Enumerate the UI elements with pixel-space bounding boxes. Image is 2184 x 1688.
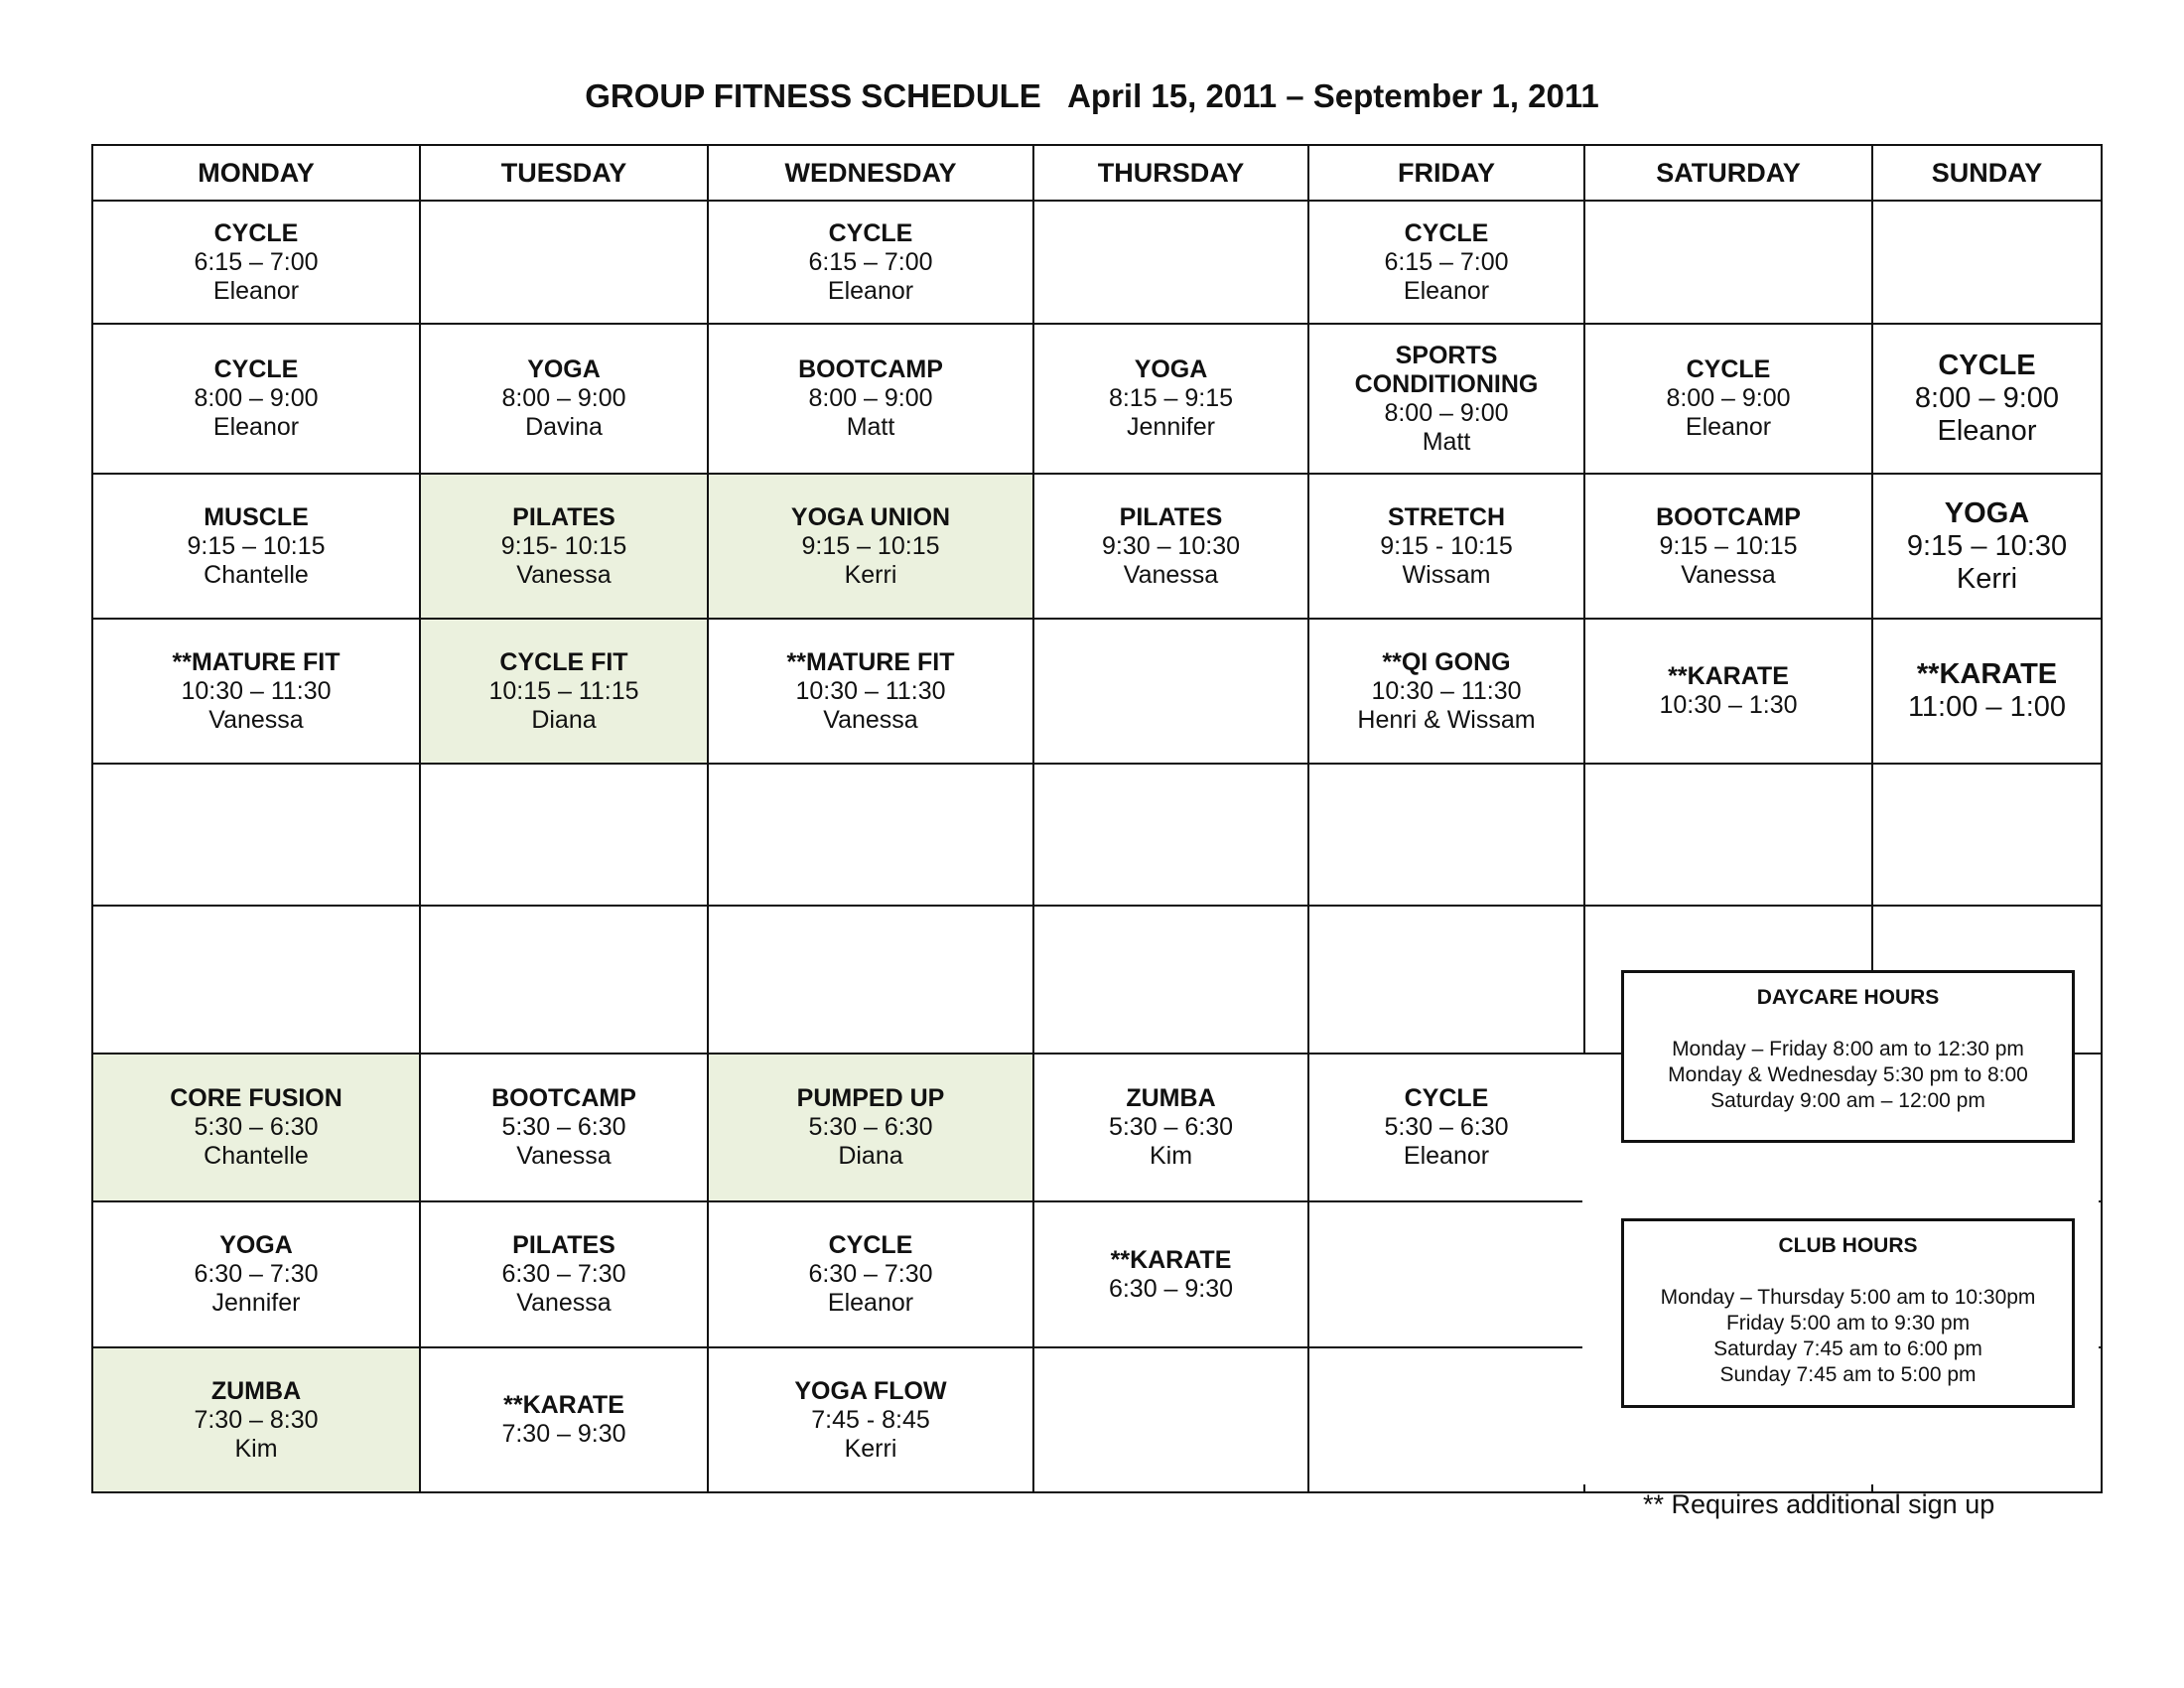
class-name: CYCLE: [1686, 355, 1771, 383]
class-time: 7:30 – 9:30: [501, 1420, 626, 1448]
day-header: SATURDAY: [1584, 145, 1872, 201]
class-name: MUSCLE: [204, 502, 309, 531]
class-name: CYCLE: [828, 218, 913, 247]
class-cell: [1308, 474, 1584, 619]
class-cell: [708, 906, 1033, 1054]
class-cell: [92, 201, 420, 324]
class-instructor: Henri & Wissam: [1357, 705, 1536, 734]
class-name: **KARATE: [503, 1391, 624, 1419]
class-instructor: Eleanor: [1403, 1142, 1490, 1170]
class-cell: [1584, 201, 1872, 324]
class-cell: [420, 619, 708, 764]
class-time: 6:30 – 9:30: [1108, 1274, 1234, 1303]
schedule-row: [92, 201, 2102, 324]
class-time: 6:30 – 7:30: [808, 1260, 933, 1288]
class-cell: [708, 764, 1033, 906]
page-title: GROUP FITNESS SCHEDULE April 15, 2011 – September 1, 2011: [585, 77, 1599, 114]
class-name: CYCLE: [1404, 218, 1489, 247]
daycare-hours-title: DAYCARE HOURS: [1756, 986, 1940, 1009]
class-cell: [1308, 1201, 1584, 1347]
class-instructor: Kim: [1149, 1142, 1193, 1170]
day-header: MONDAY: [92, 145, 420, 201]
class-cell: [1033, 201, 1308, 324]
class-instructor: Jennifer: [1127, 413, 1215, 441]
class-name: CYCLE: [213, 218, 299, 247]
class-time: 8:00 – 9:00: [501, 384, 626, 412]
class-cell: [1308, 619, 1584, 764]
class-cell: [1308, 906, 1584, 1054]
class-time: 6:15 – 7:00: [1384, 247, 1509, 276]
class-time: 10:15 – 11:15: [488, 676, 639, 705]
schedule-row: [92, 324, 2102, 474]
class-instructor: Kerri: [1956, 562, 2018, 595]
daycare-hours-line: Monday – Friday 8:00 am to 12:30 pm: [1672, 1038, 2024, 1060]
class-name: STRETCH: [1387, 502, 1506, 531]
class-name: **MATURE FIT: [172, 647, 341, 676]
class-cell: [1872, 619, 2102, 764]
class-time: 5:30 – 6:30: [1108, 1113, 1234, 1141]
class-cell: [92, 324, 420, 474]
class-time: 10:30 – 1:30: [1659, 691, 1798, 719]
class-cell: [420, 1347, 708, 1492]
class-cell: [1584, 324, 1872, 474]
class-instructor: Chantelle: [204, 560, 309, 589]
class-cell: [708, 619, 1033, 764]
class-time: 11:00 – 1:00: [1907, 691, 2067, 723]
schedule-row: [92, 619, 2102, 764]
class-cell: [420, 1201, 708, 1347]
class-instructor: Eleanor: [827, 1289, 914, 1317]
class-cell: [1872, 201, 2102, 324]
class-time: 7:30 – 8:30: [194, 1405, 319, 1434]
class-cell: [92, 906, 420, 1054]
class-cell: [1033, 1347, 1308, 1492]
class-time: 8:00 – 9:00: [808, 384, 933, 412]
schedule-row: [92, 474, 2102, 619]
class-cell: [1872, 764, 2102, 906]
schedule-row: [92, 764, 2102, 906]
class-time: 9:15 – 10:30: [1906, 529, 2068, 562]
class-cell: [92, 474, 420, 619]
class-name: CYCLE FIT: [499, 647, 628, 676]
class-name: YOGA: [1134, 355, 1208, 383]
class-name: SPORTS CONDITIONING: [1354, 341, 1539, 398]
class-instructor: Diana: [531, 705, 597, 734]
footnote: ** Requires additional sign up: [1643, 1489, 1995, 1519]
class-cell: [1033, 324, 1308, 474]
class-instructor: Vanessa: [516, 1142, 612, 1170]
day-header: SUNDAY: [1872, 145, 2102, 201]
class-name: **MATURE FIT: [786, 647, 955, 676]
class-time: 9:15 – 10:15: [801, 531, 940, 560]
class-name: PILATES: [512, 1231, 615, 1259]
club-hours-box: [1621, 1218, 2075, 1408]
class-time: 9:15 – 10:15: [1659, 531, 1798, 560]
class-name: CYCLE: [213, 355, 299, 383]
class-cell: [92, 1054, 420, 1201]
class-name: CYCLE: [1938, 350, 2036, 381]
class-time: 8:00 – 9:00: [1914, 382, 2060, 414]
class-name: ZUMBA: [210, 1376, 302, 1405]
daycare-hours-box: [1621, 970, 2075, 1143]
club-hours-line: Friday 5:00 am to 9:30 pm: [1725, 1312, 1971, 1335]
class-instructor: Eleanor: [1937, 415, 2037, 447]
class-name: BOOTCAMP: [798, 355, 943, 383]
class-instructor: Davina: [525, 413, 603, 441]
club-hours-line: Sunday 7:45 am to 5:00 pm: [1719, 1363, 1977, 1386]
class-cell: [1033, 764, 1308, 906]
class-cell: [708, 1347, 1033, 1492]
club-hours-title: CLUB HOURS: [1778, 1234, 1918, 1257]
class-cell: [1033, 474, 1308, 619]
class-cell: [708, 324, 1033, 474]
class-instructor: Vanessa: [1123, 560, 1219, 589]
class-instructor: Vanessa: [208, 705, 304, 734]
class-name: CYCLE: [1404, 1084, 1489, 1112]
class-name: BOOTCAMP: [1656, 502, 1801, 531]
class-name: CORE FUSION: [170, 1084, 342, 1112]
daycare-hours-line: Saturday 9:00 am – 12:00 pm: [1710, 1089, 1985, 1112]
class-time: 8:00 – 9:00: [1666, 384, 1791, 412]
club-hours-line: Saturday 7:45 am to 6:00 pm: [1713, 1337, 1982, 1360]
class-cell: [1308, 324, 1584, 474]
class-instructor: Vanessa: [516, 1289, 612, 1317]
class-cell: [1584, 619, 1872, 764]
class-cell: [1033, 1201, 1308, 1347]
class-cell: [1033, 906, 1308, 1054]
class-cell: [420, 474, 708, 619]
class-instructor: Eleanor: [1685, 413, 1772, 441]
class-name: **KARATE: [1916, 658, 2058, 690]
class-cell: [708, 1201, 1033, 1347]
class-cell: [420, 764, 708, 906]
class-name: YOGA UNION: [790, 502, 951, 531]
class-cell: [92, 1201, 420, 1347]
day-header-row: [92, 145, 2102, 201]
class-name: YOGA FLOW: [794, 1376, 947, 1405]
class-cell: [1308, 1054, 1584, 1201]
class-name: PUMPED UP: [796, 1084, 945, 1112]
class-cell: [1872, 474, 2102, 619]
class-time: 7:45 - 8:45: [811, 1405, 930, 1434]
class-time: 5:30 – 6:30: [501, 1113, 626, 1141]
class-instructor: Jennifer: [211, 1289, 301, 1317]
class-instructor: Eleanor: [827, 276, 914, 305]
day-header: THURSDAY: [1033, 145, 1308, 201]
class-cell: [1872, 324, 2102, 474]
day-header: WEDNESDAY: [708, 145, 1033, 201]
class-time: 6:30 – 7:30: [194, 1260, 319, 1288]
class-instructor: Matt: [846, 413, 895, 441]
class-cell: [708, 1054, 1033, 1201]
class-instructor: Matt: [1422, 427, 1471, 456]
class-name: PILATES: [1119, 502, 1223, 531]
class-instructor: Vanessa: [823, 705, 918, 734]
class-cell: [420, 324, 708, 474]
class-instructor: Diana: [838, 1142, 903, 1170]
class-cell: [1308, 1347, 1584, 1492]
class-cell: [420, 201, 708, 324]
class-name: YOGA: [1944, 496, 2030, 529]
class-cell: [708, 201, 1033, 324]
class-time: 8:00 – 9:00: [194, 384, 319, 412]
class-cell: [1584, 474, 1872, 619]
class-time: 5:30 – 6:30: [808, 1113, 933, 1141]
class-time: 5:30 – 6:30: [1384, 1113, 1509, 1141]
class-cell: [708, 474, 1033, 619]
class-name: YOGA: [219, 1231, 293, 1259]
class-instructor: Eleanor: [1403, 276, 1490, 305]
class-time: 8:15 – 9:15: [1108, 384, 1234, 412]
class-instructor: Eleanor: [212, 413, 300, 441]
class-cell: [92, 619, 420, 764]
class-cell: [1033, 619, 1308, 764]
class-instructor: Vanessa: [1681, 560, 1776, 589]
class-cell: [1584, 764, 1872, 906]
class-time: 9:15 - 10:15: [1380, 531, 1513, 560]
class-time: 10:30 – 11:30: [795, 676, 946, 705]
club-hours-line: Monday – Thursday 5:00 am to 10:30pm: [1660, 1286, 2036, 1309]
class-instructor: Vanessa: [516, 560, 612, 589]
daycare-hours-line: Monday & Wednesday 5:30 pm to 8:00: [1668, 1063, 2028, 1086]
class-instructor: Wissam: [1402, 560, 1491, 589]
class-name: ZUMBA: [1126, 1084, 1216, 1112]
day-header: FRIDAY: [1308, 145, 1584, 201]
class-name: CYCLE: [828, 1231, 913, 1259]
class-instructor: Kerri: [844, 1434, 897, 1463]
day-header: TUESDAY: [420, 145, 708, 201]
class-cell: [92, 764, 420, 906]
class-time: 9:30 – 10:30: [1101, 531, 1240, 560]
class-cell: [420, 1054, 708, 1201]
class-instructor: Kim: [234, 1434, 278, 1463]
class-instructor: Chantelle: [204, 1142, 309, 1170]
class-name: **KARATE: [1110, 1245, 1232, 1274]
class-name: **KARATE: [1668, 662, 1789, 690]
class-name: BOOTCAMP: [491, 1084, 636, 1112]
class-name: PILATES: [512, 502, 615, 531]
class-cell: [1033, 1054, 1308, 1201]
class-time: 10:30 – 11:30: [181, 676, 332, 705]
class-time: 6:30 – 7:30: [501, 1260, 626, 1288]
class-cell: [92, 1347, 420, 1492]
class-cell: [1308, 201, 1584, 324]
class-time: 6:15 – 7:00: [808, 247, 933, 276]
class-cell: [420, 906, 708, 1054]
class-time: 8:00 – 9:00: [1384, 398, 1509, 427]
class-cell: [1308, 764, 1584, 906]
class-time: 9:15 – 10:15: [187, 531, 326, 560]
class-instructor: Kerri: [844, 560, 897, 589]
class-instructor: Eleanor: [212, 276, 300, 305]
class-time: 10:30 – 11:30: [1371, 676, 1522, 705]
class-name: YOGA: [527, 355, 601, 383]
class-time: 5:30 – 6:30: [194, 1113, 319, 1141]
class-time: 9:15- 10:15: [500, 531, 627, 560]
class-time: 6:15 – 7:00: [194, 247, 319, 276]
class-name: **QI GONG: [1382, 647, 1511, 676]
